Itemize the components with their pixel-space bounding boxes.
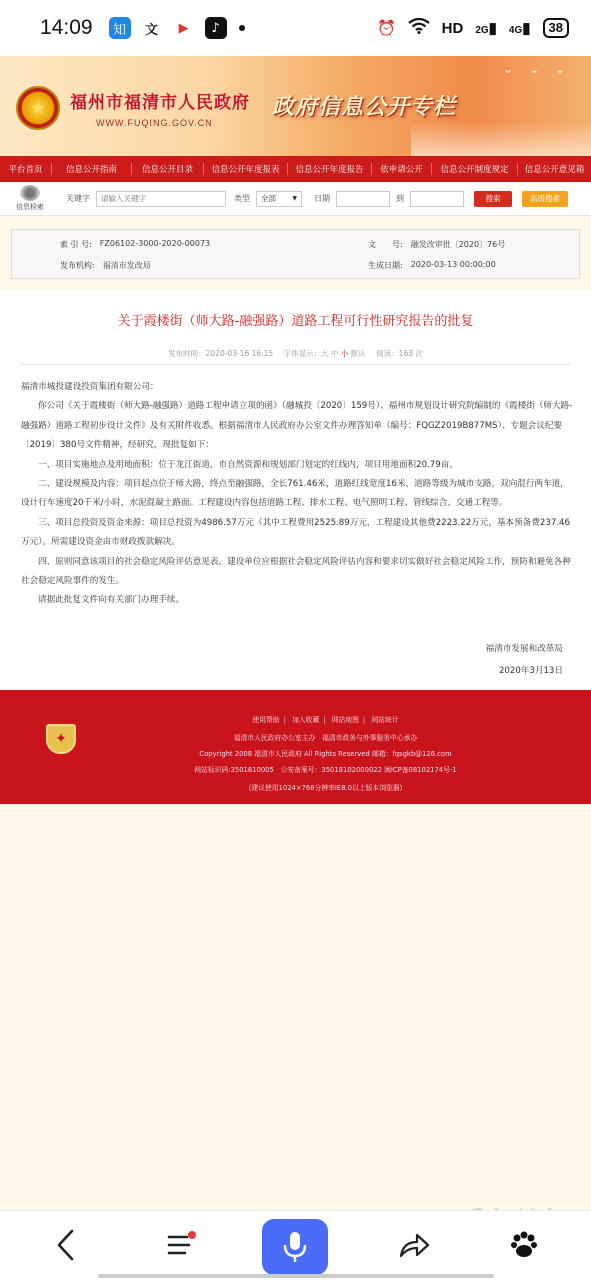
meta-date-value: 2020-03-13 00:00:00 <box>410 260 496 269</box>
signal-4g-icon: 4G▮ <box>508 20 531 37</box>
paragraph-investment: 三、项目总投资及资金来源：项目总投资为4986.57万元（其中工程费用2525.89万元，工程建设其他费2223.22万元，基本预备费237.46万元）。所需建设资金由市财政拨款解决。 <box>21 517 570 548</box>
nav-item-catalog[interactable]: 信息公开目录 <box>132 163 204 175</box>
article-body <box>21 378 573 611</box>
type-label: 类型 <box>234 194 250 203</box>
meta-index-label: 索 引 号: <box>60 240 92 249</box>
meta-org <box>60 260 151 271</box>
meta-date <box>368 260 496 271</box>
signature: 福清市发展和改革局 <box>485 644 563 654</box>
article-divider <box>20 364 571 365</box>
date-start-input[interactable] <box>336 191 390 207</box>
type-select[interactable] <box>256 191 302 207</box>
font-default-option[interactable]: 默认 <box>350 349 366 358</box>
footer-links: 使用帮助 | 加入收藏 | 网站地图 | 网站统计 <box>252 716 399 724</box>
share-arrow-icon <box>397 1230 431 1260</box>
nav-item-guide[interactable]: 信息公开指南 <box>52 163 132 175</box>
paragraph-location: 一、项目实施地点及用地面积：位于龙江街道，市自然资源和规划部门划定的红线内，项目用地面积20.79亩。 <box>38 459 458 470</box>
date-end-input[interactable] <box>410 191 464 207</box>
site-banner <box>0 56 591 156</box>
keyword-label: 关键字 <box>66 194 90 203</box>
font-size-label[interactable]: 字体显示：大 中 <box>283 349 339 358</box>
footer-tip: (建议使用1024×768分辨率IE8.0以上版本浏览器) <box>248 784 403 792</box>
chevron-down-icon: ▼ <box>292 195 297 202</box>
status-time: 14:09 <box>40 16 93 39</box>
paragraph-closing: 请据此批复文件向有关部门办理手续。 <box>38 595 185 606</box>
nav-item-annual-table[interactable]: 信息公开年度报表 <box>204 163 288 175</box>
search-button[interactable]: 搜索 <box>474 191 512 207</box>
home-indicator[interactable] <box>98 1274 494 1278</box>
battery-level: 38 <box>548 20 563 35</box>
footer-link-sitemap[interactable]: 网站地图 <box>331 716 359 724</box>
footer-record: 网站标识码:3501810005 公安备案号：35018102000022 闽ICP备08102174号-1 <box>194 766 457 774</box>
text-app-icon: 文 <box>145 22 159 38</box>
footer-sponsor: 福清市人民政府办公室主办 福清市政务与外事服务中心承办 <box>233 734 418 742</box>
document-meta <box>11 229 580 279</box>
share-button[interactable] <box>394 1225 434 1265</box>
date-label: 日期 <box>314 194 330 203</box>
magnifier-icon <box>20 185 40 201</box>
skyline-decoration <box>411 122 591 156</box>
meta-org-label: 发布机构: <box>60 261 95 270</box>
paragraph-scale: 二、建设规模及内容：项目起点位于师大路，终点至融强路，全长761.46米，道路红线宽度16米，道路等级为城市支路，双向混行两车道，设计行车速度20千米/小时，水泥混凝土路面。工程建设内容包括道路工程、排水工程、电气照明工程、管线综合、交通工程等。 <box>21 479 569 509</box>
party-emblem-icon: ✦ <box>46 724 76 754</box>
meta-index-value: FZ06102-3000-2020-00073 <box>99 239 211 248</box>
nav-item-rules[interactable]: 信息公开制度规定 <box>432 163 518 175</box>
meta-index <box>60 239 210 250</box>
font-small-option[interactable]: 小 <box>340 349 349 358</box>
footer-link-help[interactable]: 使用帮助 <box>252 716 280 724</box>
signal-2g-icon: 2G▮ <box>475 20 497 37</box>
article <box>0 290 591 690</box>
hd-indicator: HD <box>441 19 464 37</box>
search-bar <box>0 182 591 216</box>
top-nav <box>0 156 591 182</box>
nav-item-feedback[interactable]: 信息公开意见箱 <box>524 165 585 175</box>
site-footer <box>0 690 591 804</box>
back-arrow-icon <box>54 1228 78 1262</box>
microphone-icon <box>282 1230 308 1264</box>
keyword-input[interactable] <box>96 191 226 207</box>
baidu-button[interactable] <box>504 1225 544 1265</box>
wifi-icon <box>408 18 430 38</box>
read-count: 阅读：163 次 <box>376 349 423 358</box>
footer-link-favorite[interactable]: 加入收藏 <box>292 716 320 724</box>
article-info <box>0 348 591 359</box>
nav-item-annual-report[interactable]: 信息公开年度报告 <box>288 163 372 175</box>
meta-org-value: 福清市发改局 <box>102 261 151 270</box>
salutation: 福清市城投建设投资集团有限公司： <box>21 382 159 392</box>
national-emblem-icon: ★ <box>16 86 60 130</box>
signal-2g-label: 2G <box>475 25 489 36</box>
gov-url[interactable]: WWW.FUQING.GOV.CN <box>96 118 213 128</box>
notification-dot-icon <box>239 25 245 31</box>
meta-doc-label: 文 号: <box>368 240 403 249</box>
meta-date-label: 生成日期: <box>368 261 403 270</box>
meta-doc <box>368 239 505 250</box>
nav-item-apply[interactable]: 依申请公开 <box>372 163 432 175</box>
menu-icon <box>163 1230 197 1260</box>
status-right-group <box>377 18 569 38</box>
alarm-icon: ⏰ <box>376 20 396 37</box>
browser-bottom-nav <box>0 1210 591 1280</box>
menu-button[interactable] <box>158 1225 202 1265</box>
voice-search-button[interactable] <box>262 1219 328 1275</box>
paragraph-risk: 四、原则同意该项目的社会稳定风险评估意见表，建设单位应根据社会稳定风险评估内容和要求切实做好社会稳定风险工作，预防和避免各种社会稳定风险事件的发生。 <box>21 556 571 587</box>
tiktok-app-icon: ♪ <box>205 17 227 39</box>
signal-4g-label: 4G <box>508 25 523 36</box>
battery-icon <box>543 18 569 38</box>
gov-name[interactable]: 福州市福清市人民政府 <box>70 93 250 113</box>
nav-item-home[interactable]: 平台首页 <box>0 163 52 175</box>
article-title: 关于霞楼街（师大路-融强路）道路工程可行性研究报告的批复 <box>117 314 474 329</box>
paragraph-intro: 你公司《关于霞楼街（师大路-融强路）道路工程申请立项的函》（融城投〔2020〕159号）、福州市规划设计研究院编制的《霞楼街（师大路-融强路）道路工程初步设计文件》及有关附件收悉。根据福清市人民政府办公室文件办理答知单（编号：FQGZ2019B877MS）、专题会议纪要〔2019〕380号文件精神，经研究，现批复如下： <box>21 401 573 451</box>
footer-copyright: Copyright 2008 福清市人民政府 All Rights Reserved 邮箱：fqsgkb@126.com <box>199 750 452 758</box>
type-select-value: 全部 <box>261 194 276 203</box>
search-logo-label: 信息检索 <box>16 203 44 211</box>
back-button[interactable] <box>46 1225 86 1265</box>
meta-doc-value: 融发改审批〔2020〕76号 <box>410 240 506 249</box>
advanced-search-button[interactable]: 高级搜索 <box>522 191 568 207</box>
video-app-icon: ▶ <box>178 20 189 36</box>
search-logo <box>8 184 52 214</box>
column-title: 政府信息公开专栏 <box>272 94 457 120</box>
status-bar <box>0 0 591 56</box>
footer-link-stats[interactable]: 网站统计 <box>371 716 399 724</box>
zhihu-app-icon: 知 <box>109 17 131 39</box>
baidu-paw-icon <box>509 1230 539 1260</box>
birds-decoration-icon: ⌄ ⌄ ⌄ <box>503 62 571 76</box>
publish-time: 发布时间：2020-03-16 16:15 <box>168 349 274 358</box>
sign-date: 2020年3月13日 <box>498 666 563 676</box>
date-to-label: 到 <box>396 194 404 203</box>
